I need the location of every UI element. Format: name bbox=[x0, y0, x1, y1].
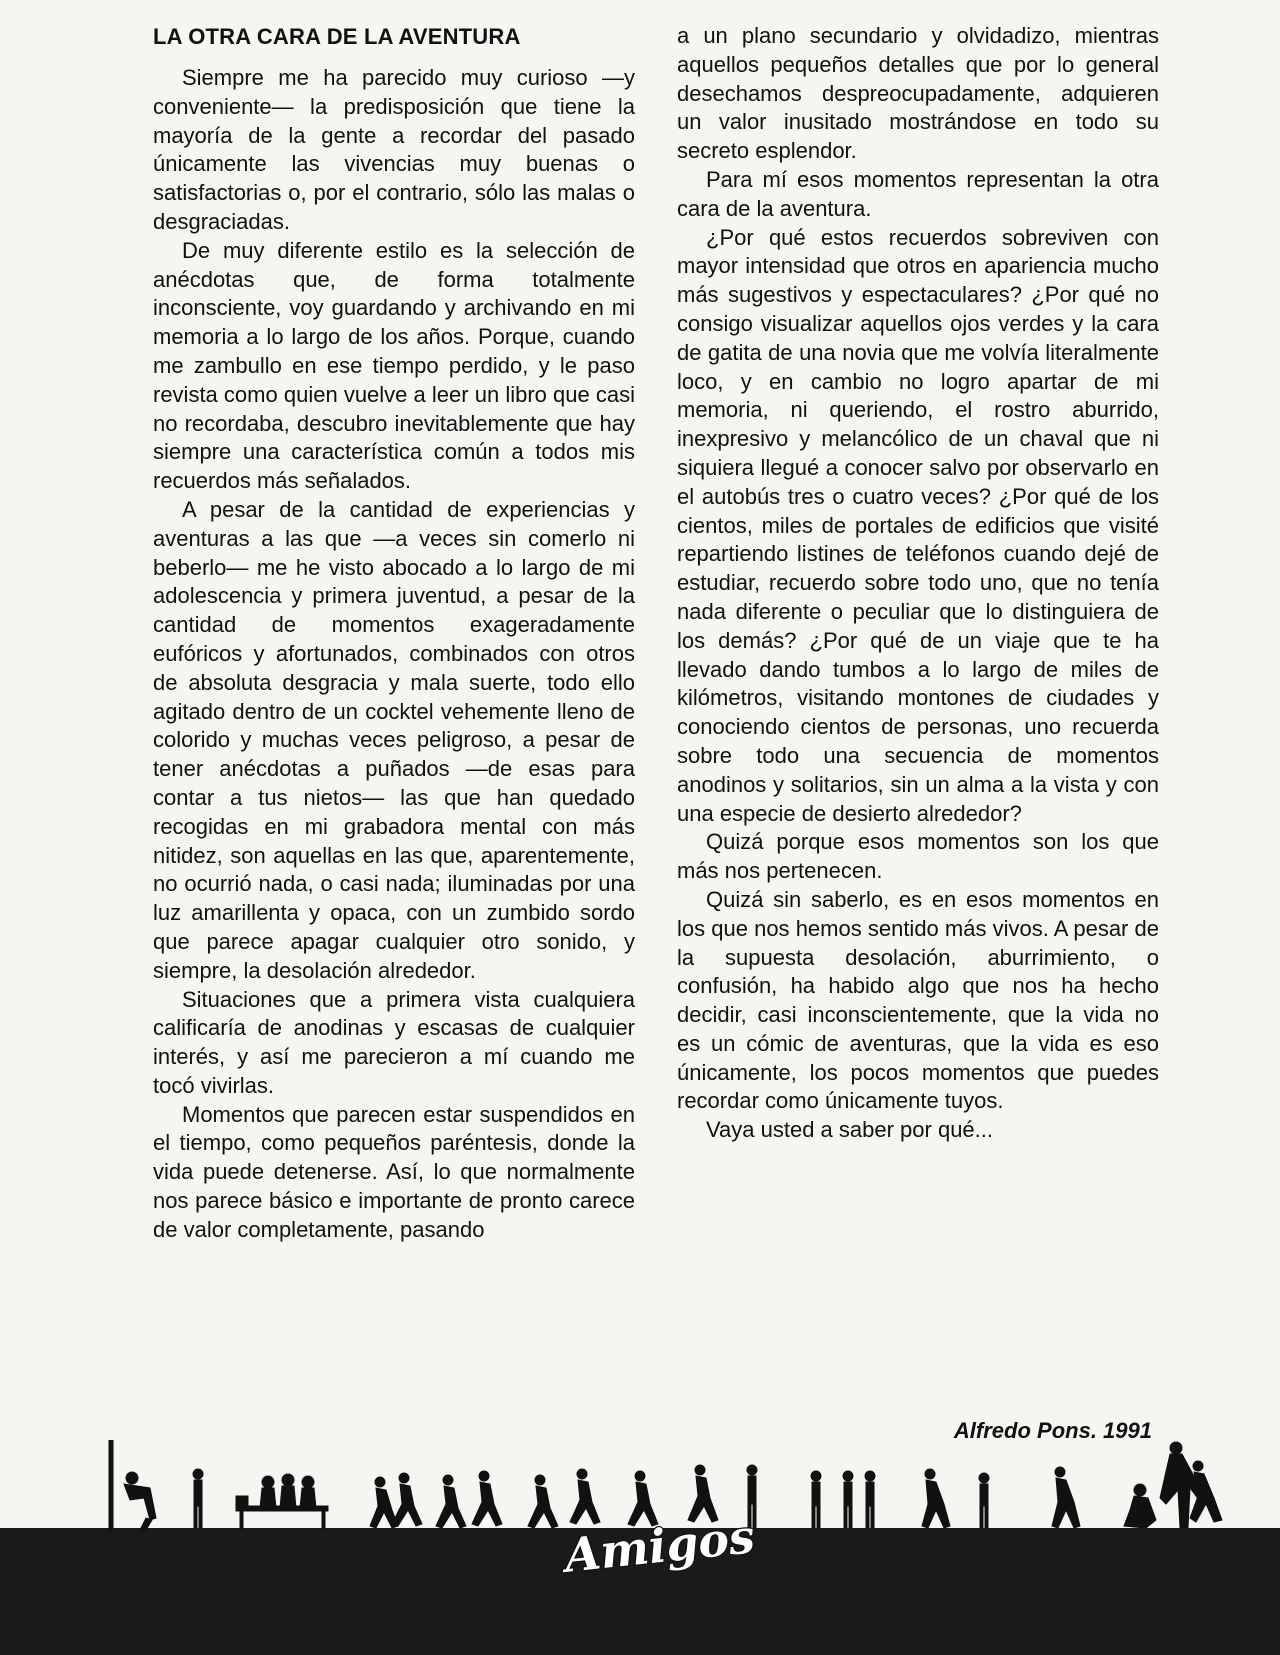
paragraph-5: Momentos que parecen estar suspendidos en el tiempo, como pequeños paréntesis, donde la vida puede detenerse. Así, lo que normalmente nos parece básico e importante de pronto carece de valor completamente, pasando bbox=[153, 1101, 635, 1242]
paragraph-8: ¿Por qué estos recuerdos sobreviven con mayor intensidad que otros en apariencia mucho más sugestivos y espectaculares? ¿Por qué no consigo visualizar aquellos ojos verdes y la cara de gatita de una novia que me volvía literalmente loco, y en cambio no logro apartar de mi memoria, ni queriendo, el rostro aburrido, inexpresivo y melancólico de un chaval que ni siquiera llegué a conocer salvo por observarlo en el autobús tres o cuatro veces? ¿Por qué de los cientos, miles de portales de edificios que visité repartiendo listines de teléfonos cuando dejé de estudiar, recuerdo sobre todo uno, que no tenía nada diferente o peculiar que lo distinguiera de los demás? ¿Por qué de un viaje que te ha llevado dando tumbos a lo largo de miles de kilómetros, visitando montones de ciudades y conociendo cientos de personas, uno recuerda sobre todo una secuencia de momentos anodinos y solitarios, sin un alma a la vista y con una especie de desierto alrededor? bbox=[677, 224, 1159, 826]
paragraph-4: Situaciones que a primera vista cualquiera calificaría de anodinas y escasas de cualquier interés, y así me parecieron a mí cuando me tocó vivirlas. bbox=[153, 986, 635, 1098]
svg-text:Amigos: Amigos bbox=[561, 1509, 758, 1583]
paragraph-10: Quizá sin saberlo, es en esos momentos en los que nos hemos sentido más vivos. A pesar de la supuesta desolación, aburrimiento, o confusión, ha habido algo que nos ha hecho decidir, casi inconscientemente, que la vida no es un cómic de aventuras, que la vida es eso únicamente, los pocos momentos que puedes recordar como únicamente tuyos. bbox=[677, 886, 1159, 1114]
person-standing-icon bbox=[193, 1469, 203, 1528]
amigos-logo-icon bbox=[560, 1500, 760, 1590]
bench-people-icon bbox=[236, 1474, 328, 1529]
paragraph-7: Para mí esos momentos representan la otra cara de la aventura. bbox=[677, 166, 1159, 221]
paragraph-2: De muy diferente estilo es la selección de anécdotas que, de forma totalmente inconsciente, voy guardando y archivando en mi memoria a lo largo de los años. Porque, cuando me zambullo en ese tiempo perdido, y le paso revista como quien vuelve a leer un libro que casi no recordaba, descubro inevitablemente que hay siempre una característica común a todos mis recuerdos más señalados. bbox=[153, 237, 635, 494]
paragraph-9: Quizá porque esos momentos son los que más nos pertenecen. bbox=[677, 829, 1159, 884]
left-column bbox=[153, 22, 635, 1245]
paragraph-1: Siempre me ha parecido muy curioso —y conveniente— la predisposición que tiene la mayoría de la gente a recordar del pasado únicamente las vivencias muy buenas o satisfactorias o, por el contrario, sólo las malas o desgraciadas. bbox=[153, 65, 635, 234]
paragraph-11: Vaya usted a saber por qué... bbox=[706, 1117, 993, 1143]
person-leaning-icon bbox=[124, 1472, 156, 1530]
author-signature: Alfredo Pons. 1991 bbox=[953, 1418, 1152, 1443]
paragraph-6: a un plano secundario y olvidadizo, mientras aquellos pequeños detalles que por lo general desechamos despreocupadamente, adquieren un valor inusitado mostrándose en todo su secreto esplendor. bbox=[677, 23, 1159, 164]
article-title: LA OTRA CARA DE LA AVENTURA bbox=[153, 24, 521, 49]
paragraph-3: A pesar de la cantidad de experiencias y aventuras a las que —a veces sin comerlo ni beberlo— me he visto abocado a lo largo de mi adolescencia y primera juventud, a pesar de la cantidad de momentos exageradamente eufóricos y afortunados, combinados con otros de absoluta desgracia y mala suerte, todo ello agitado dentro de un cocktel vehemente lleno de colorido y muchas veces peligroso, a pesar de tener anécdotas a puñados —de esas para contar a tus nietos— las que han quedado recogidas en mi grabadora mental con más nitidez, son aquellas en las que, aparentemente, no ocurrió nada, o casi nada; iluminadas por una luz amarillenta y opaca, con un zumbido sordo que parece apagar cualquier otro sonido, y siempre, la desolación alrededor. bbox=[153, 496, 635, 983]
right-column bbox=[677, 22, 1159, 1145]
street-lamp-icon bbox=[98, 1440, 124, 1530]
people-standing-icon bbox=[747, 1442, 1222, 1528]
